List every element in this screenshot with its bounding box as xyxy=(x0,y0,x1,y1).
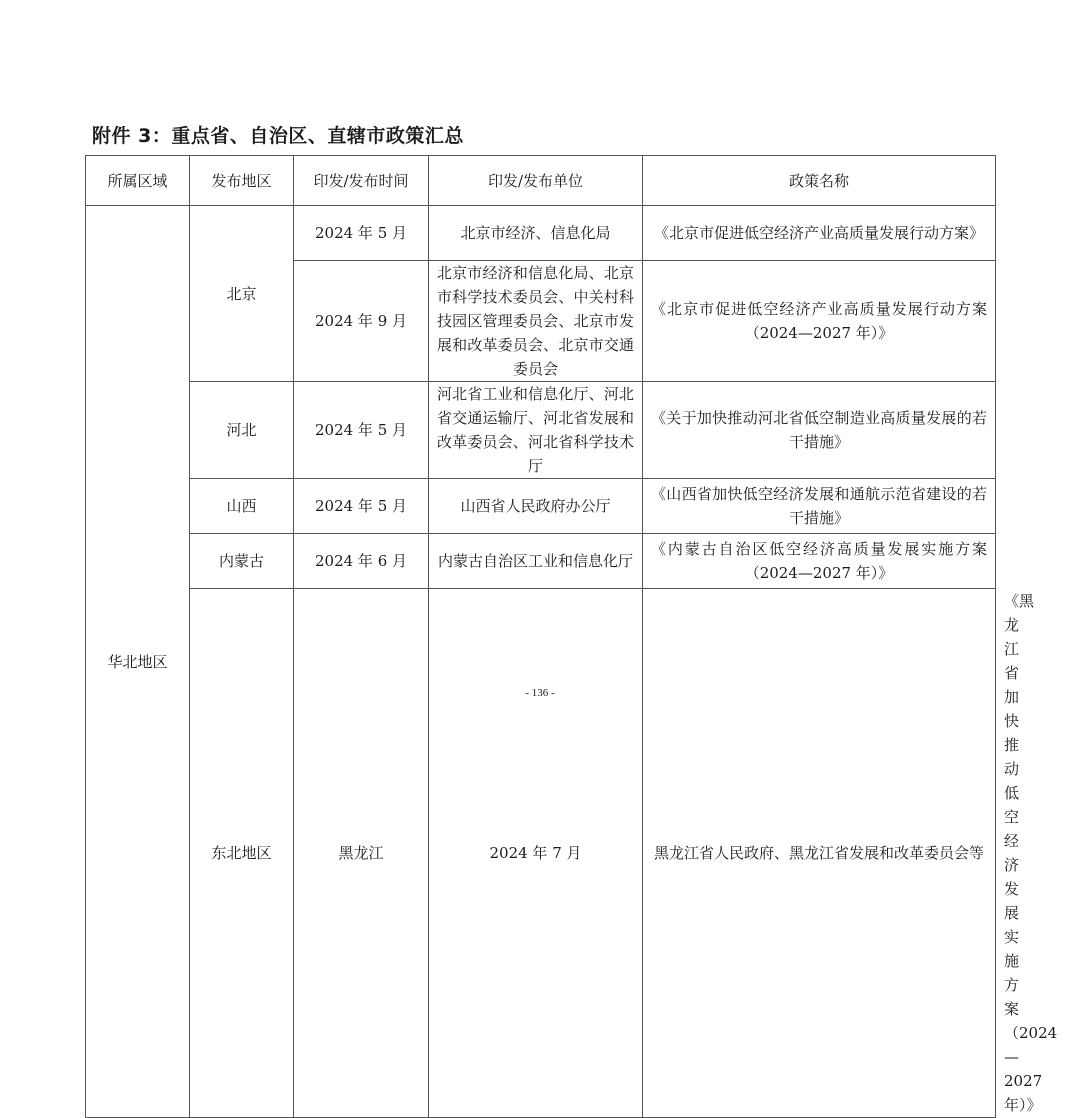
unit-cell: 山西省人民政府办公厅 xyxy=(429,479,643,534)
region-cell-north: 华北地区 xyxy=(86,206,190,1118)
unit-cell: 北京市经济、信息化局 xyxy=(429,206,643,261)
table-row xyxy=(86,382,996,479)
policy-cell: 《北京市促进低空经济产业高质量发展行动方案（2024—2027 年）》 xyxy=(643,261,996,382)
time-cell: 2024 年 9 月 xyxy=(294,261,429,382)
policy-cell: 《关于加快推动河北省低空制造业高质量发展的若干措施》 xyxy=(643,382,996,479)
unit-cell: 北京市经济和信息化局、北京市科学技术委员会、中关村科技园区管理委员会、北京市发展和改革委员会、北京市交通委员会 xyxy=(429,261,643,382)
header-region: 所属区域 xyxy=(86,156,190,206)
unit-cell: 黑龙江省人民政府、黑龙江省发展和改革委员会等 xyxy=(643,589,996,1118)
area-cell-neimenggu: 内蒙古 xyxy=(190,534,294,589)
table-row xyxy=(86,479,996,534)
policy-cell: 《内蒙古自治区低空经济高质量发展实施方案（2024—2027 年）》 xyxy=(643,534,996,589)
region-cell-northeast: 东北地区 xyxy=(190,589,294,1118)
document-title: 附件 3：重点省、自治区、直辖市政策汇总 xyxy=(92,125,464,147)
area-cell-beijing: 北京 xyxy=(190,206,294,382)
table-row: 东北地区 黑龙江 2024 年 7 月 黑龙江省人民政府、黑龙江省发展和改革委员会等 《黑龙江省加快推动低空经济发展实施方案（2024—2027 年）》 xyxy=(86,589,996,1118)
policy-cell: 《北京市促进低空经济产业高质量发展行动方案》 xyxy=(643,206,996,261)
time-cell: 2024 年 5 月 xyxy=(294,479,429,534)
header-policy: 政策名称 xyxy=(643,156,996,206)
table-row xyxy=(86,534,996,589)
time-cell: 2024 年 6 月 xyxy=(294,534,429,589)
policy-table xyxy=(85,155,1058,1118)
area-cell-heilongjiang: 黑龙江 xyxy=(294,589,429,1118)
time-cell: 2024 年 5 月 xyxy=(294,382,429,479)
time-cell: 2024 年 7 月 xyxy=(429,589,643,1118)
time-cell: 2024 年 5 月 xyxy=(294,206,429,261)
policy-cell: 《山西省加快低空经济发展和通航示范省建设的若干措施》 xyxy=(643,479,996,534)
unit-cell: 内蒙古自治区工业和信息化厅 xyxy=(429,534,643,589)
header-unit: 印发/发布单位 xyxy=(429,156,643,206)
unit-cell: 河北省工业和信息化厅、河北省交通运输厅、河北省发展和改革委员会、河北省科学技术厅 xyxy=(429,382,643,479)
area-cell-hebei: 河北 xyxy=(190,382,294,479)
header-area: 发布地区 xyxy=(190,156,294,206)
header-time: 印发/发布时间 xyxy=(294,156,429,206)
table-header-row xyxy=(86,156,996,206)
page-number: - 136 - xyxy=(525,687,555,699)
table-row xyxy=(86,206,996,261)
area-cell-shanxi: 山西 xyxy=(190,479,294,534)
